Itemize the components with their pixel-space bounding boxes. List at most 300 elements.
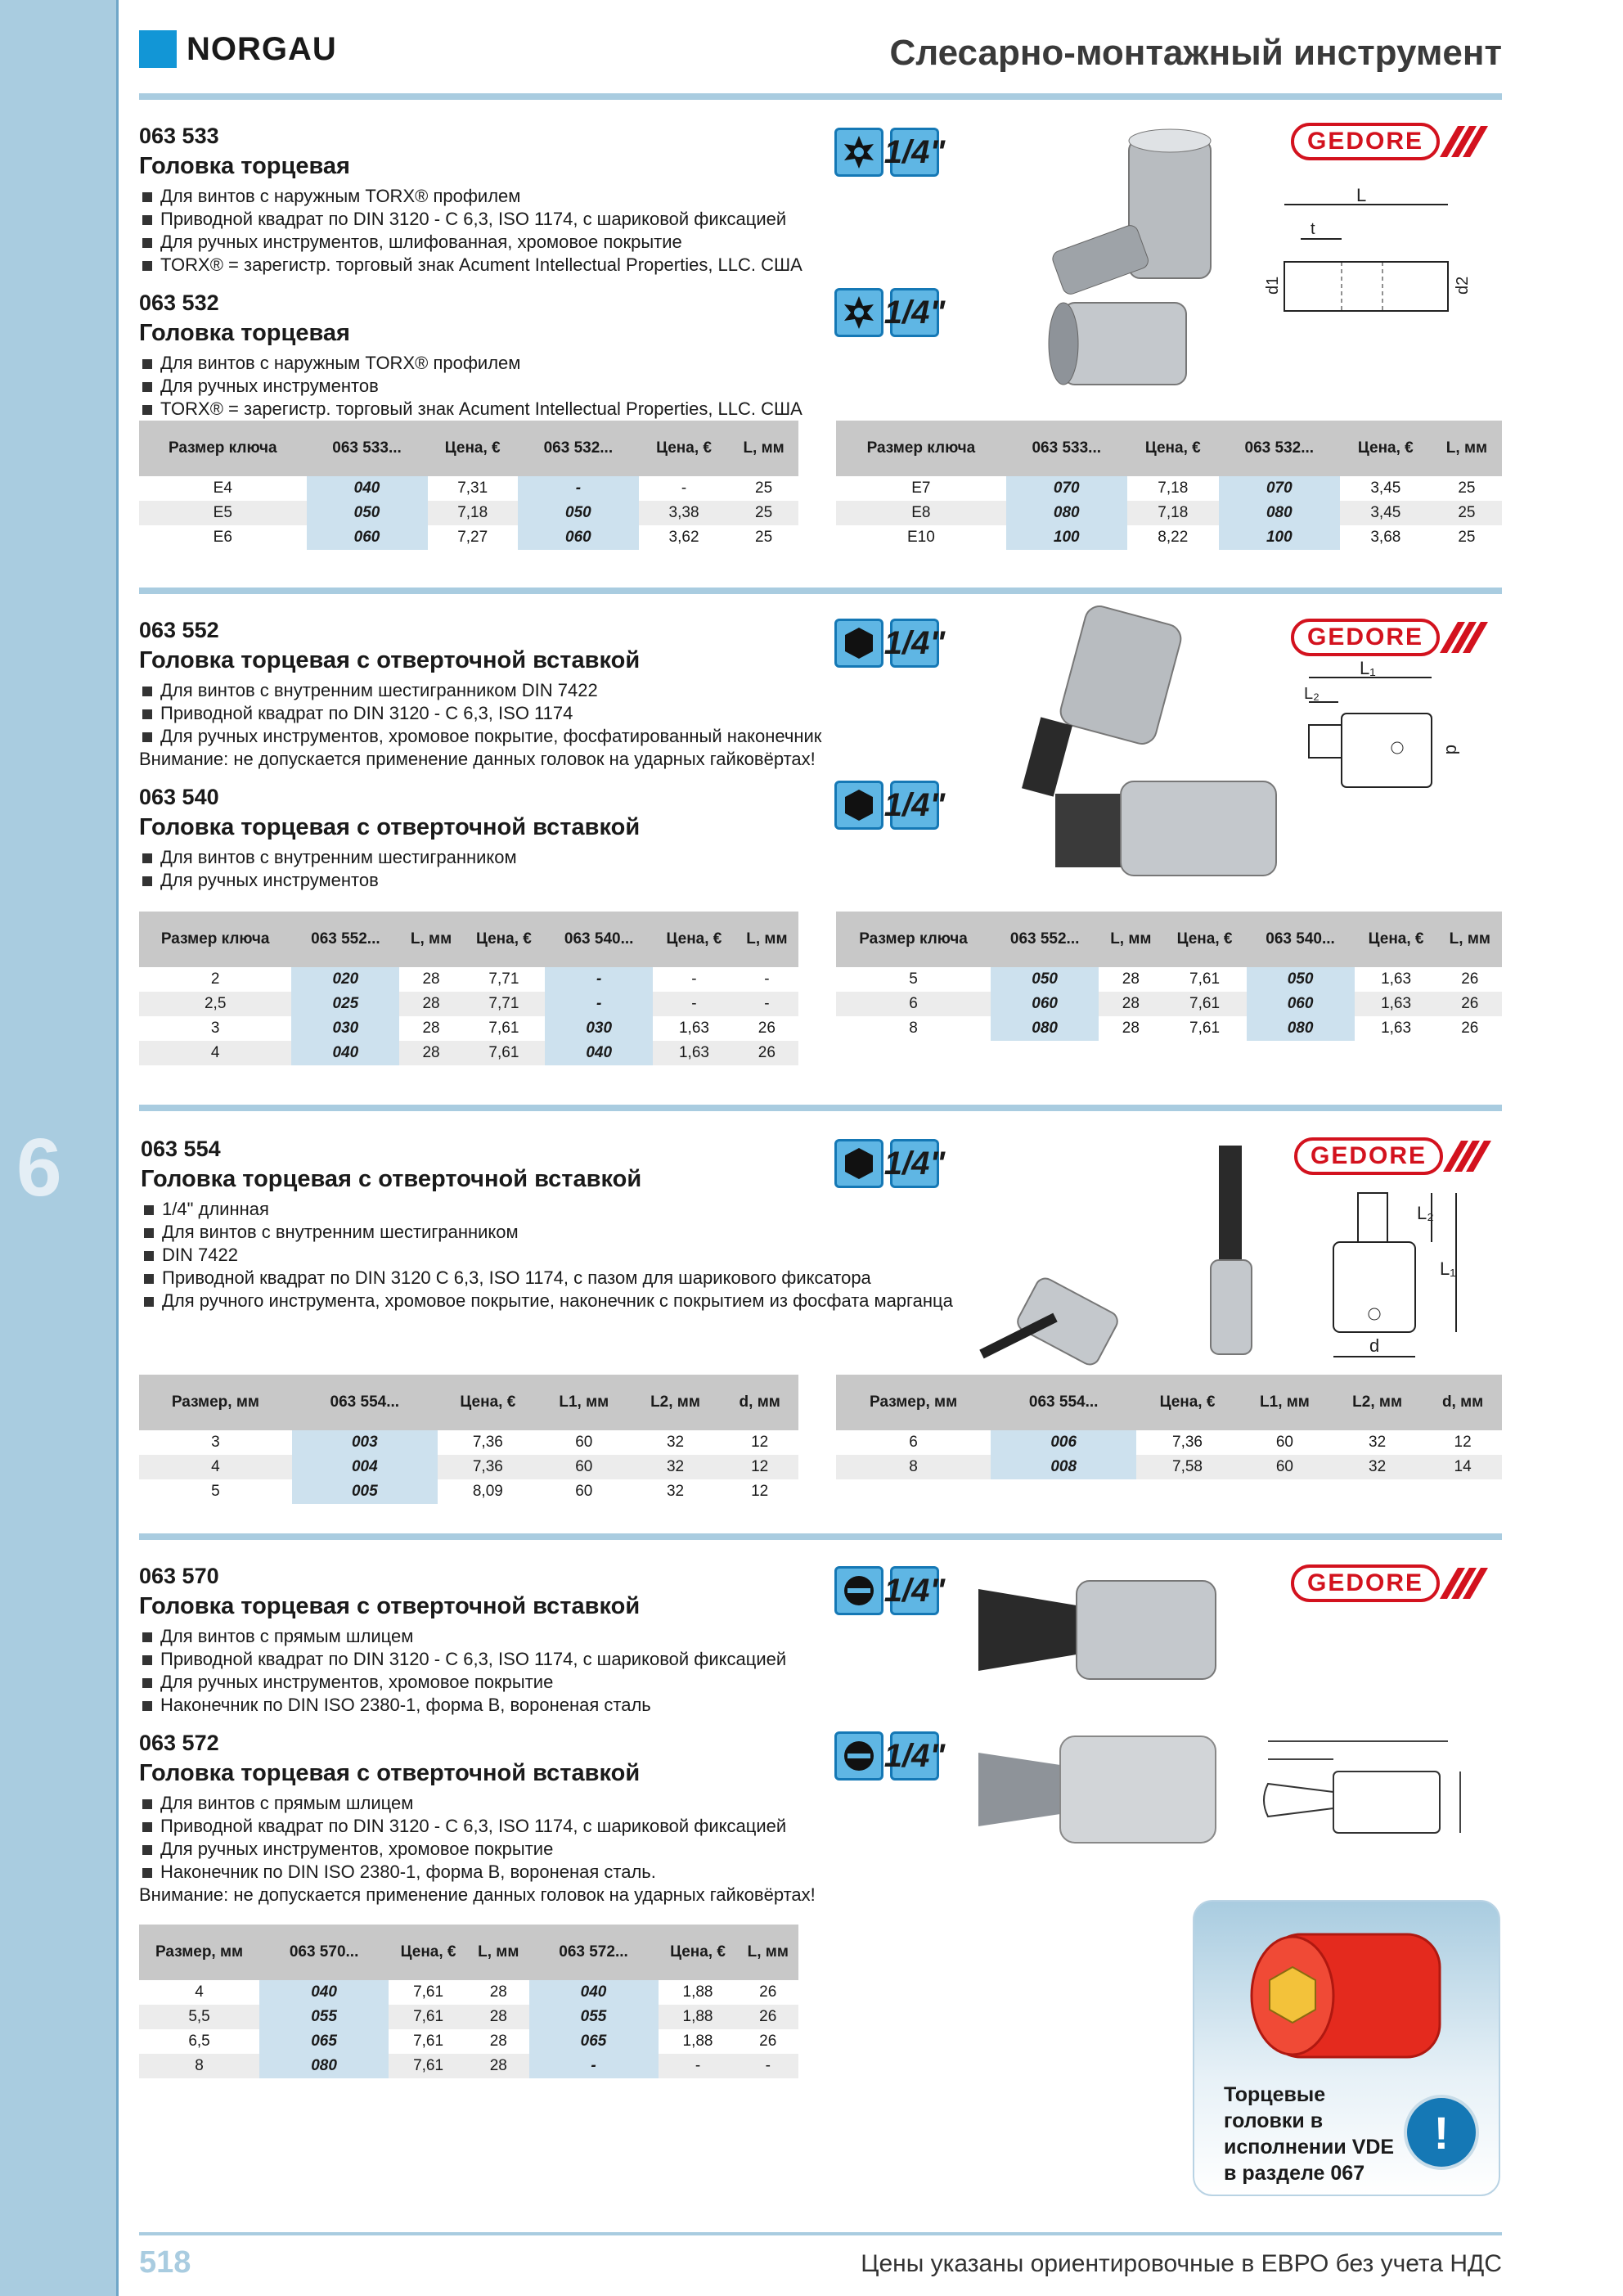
table-cell: E8 (836, 501, 1006, 525)
table-cell: 26 (1438, 992, 1502, 1016)
table-cell: E10 (906, 529, 935, 546)
article-name: Головка торцевая с отверточной вставкой (139, 814, 641, 840)
article-suffix-cell: 060 (991, 992, 1099, 1016)
torx-icon (834, 128, 883, 177)
price-table (139, 421, 798, 550)
table-cell: 7,61 (389, 2054, 468, 2078)
drive-size-icon: 1/4" (890, 619, 939, 668)
table-cell: 6 (909, 1434, 918, 1451)
gedore-stripes-icon (1445, 1568, 1479, 1599)
article-suffix-cell: 006 (991, 1430, 1136, 1455)
table-cell: 28 (1122, 970, 1140, 988)
column-header: 063 554... (292, 1375, 438, 1430)
brand-square-icon (139, 30, 177, 68)
feature-item: Приводной квадрат по DIN 3120 - C 6,3, ISO 1174, с шариковой фиксацией (139, 1648, 1502, 1671)
table-cell: - (681, 479, 687, 497)
table-cell: 7,58 (1136, 1455, 1239, 1479)
article-suffix-cell: 065 (259, 2029, 389, 2054)
feature-list (139, 846, 1502, 892)
price-table (836, 912, 1502, 1041)
feature-item: 1/4" длинная (141, 1198, 1504, 1221)
article-suffix-cell: 030 (291, 1016, 399, 1041)
article-suffix-cell: 070 (1219, 476, 1340, 501)
article-suffix-cell: 040 (307, 476, 428, 501)
feature-list (141, 1198, 1504, 1312)
table-cell: 1,63 (678, 1020, 709, 1037)
column-header: Цена, € (438, 1375, 538, 1430)
table-cell: 7,61 (413, 2033, 444, 2050)
torx-dimension-drawing (1252, 188, 1472, 327)
table-cell: 32 (1331, 1455, 1423, 1479)
article-suffix-cell: 030 (545, 1016, 653, 1041)
table-cell: 7,36 (472, 1434, 503, 1451)
drive-size-icon: 1/4" (890, 128, 939, 177)
table-row (836, 967, 1502, 992)
table-cell: 7,61 (1189, 970, 1221, 988)
column-header: L, мм (1438, 912, 1502, 967)
column-header: d, мм (721, 1375, 798, 1430)
table-cell: E6 (213, 529, 232, 546)
dim-label: t (1311, 220, 1315, 238)
table-cell: 7,61 (1189, 1020, 1221, 1037)
drive-size-icon: 1/4" (890, 781, 939, 830)
table-row (139, 1430, 798, 1455)
feature-item: Приводной квадрат по DIN 3120 C 6,3, ISO 1174, с пазом для шарикового фиксатора (141, 1267, 1504, 1290)
article-suffix-cell: 040 (545, 1041, 653, 1065)
table-cell: 3,38 (639, 501, 729, 525)
column-header: Цена, € (1136, 1375, 1239, 1430)
article-suffix-cell: 003 (292, 1430, 438, 1455)
article-suffix-cell: 065 (529, 2029, 659, 2054)
column-header: Цена, € (1127, 421, 1219, 476)
table-cell: 5 (909, 970, 918, 988)
price-table (836, 421, 1502, 550)
table-cell: E4 (213, 479, 232, 497)
table-cell: 25 (729, 501, 798, 525)
table-cell: 3,45 (1370, 479, 1401, 497)
warning-note: Внимание: не допускается применение данных головок на ударных гайковёртах! (139, 749, 816, 769)
drive-size-icon: 1/4" (890, 288, 939, 337)
column-header: 063 554... (991, 1375, 1136, 1430)
table-row (139, 1016, 798, 1041)
table-row (836, 501, 1502, 525)
article-suffix-cell: 008 (991, 1455, 1136, 1479)
table-row (139, 2005, 798, 2029)
gedore-logo (1291, 123, 1479, 160)
article-suffix-cell: 055 (529, 2005, 659, 2029)
table-cell: 60 (575, 1434, 593, 1451)
vde-socket-image (1235, 1918, 1456, 2073)
table-cell: 3,68 (1370, 529, 1401, 546)
hex-icon (834, 619, 883, 668)
feature-item: Наконечник по DIN ISO 2380-1, форма B, вороненая сталь. (139, 1861, 1502, 1884)
feature-item: Для ручных инструментов, шлифованная, хромовое покрытие (139, 231, 1502, 254)
table-cell: 25 (1432, 501, 1502, 525)
long-hex-socket-image (973, 1137, 1276, 1366)
table-cell: 7,61 (1163, 992, 1247, 1016)
article-suffix-cell: - (529, 2054, 659, 2078)
article-suffix-cell: - (545, 967, 653, 992)
table-cell: 1,88 (682, 2033, 713, 2050)
article-suffix-cell: 040 (291, 1041, 399, 1065)
section-rule (139, 1533, 1502, 1540)
column-header: 063 533... (1006, 421, 1127, 476)
article-name: Головка торцевая (139, 320, 350, 346)
column-header: 063 540... (1247, 912, 1355, 967)
table-cell: 26 (1461, 1020, 1479, 1037)
column-header: 063 532... (1219, 421, 1340, 476)
feature-item: Для винтов с внутренним шестигранником DIN 7422 (139, 679, 1502, 702)
table-cell: 26 (1461, 970, 1479, 988)
feature-list (139, 1625, 1502, 1717)
table-cell: E5 (139, 501, 307, 525)
dim-label: L (1356, 188, 1367, 205)
table-cell: 32 (666, 1483, 685, 1500)
table-row (139, 1455, 798, 1479)
article-suffix-cell: 080 (259, 2054, 389, 2078)
dim-label: L₂ (1417, 1203, 1434, 1223)
table-cell: E7 (911, 479, 931, 497)
article-suffix-cell: 060 (307, 525, 428, 550)
column-header: Цена, € (389, 1925, 468, 1980)
article-suffix-cell: 020 (291, 967, 399, 992)
article-suffix-cell: 050 (307, 501, 428, 525)
vde-crossref-box[interactable] (1193, 1900, 1500, 2196)
dim-label: d2 (1454, 276, 1472, 295)
vde-crossref-text: Торцевые головки в исполнении VDE в разделе 067 (1224, 2083, 1395, 2185)
table-cell: 28 (489, 2033, 507, 2050)
table-cell: 7,18 (428, 501, 518, 525)
dim-label: L₁ (1360, 661, 1376, 678)
table-cell: 7,71 (463, 992, 546, 1016)
gedore-logo (1294, 1137, 1482, 1175)
column-header: Цена, € (1355, 912, 1438, 967)
article-name: Головка торцевая с отверточной вставкой (139, 647, 641, 673)
column-header: Размер, мм (836, 1375, 991, 1430)
article-suffix-cell: - (518, 476, 639, 501)
column-header: 063 532... (518, 421, 639, 476)
drive-size-icon: 1/4" (890, 1139, 939, 1188)
article-code: 063 554 (141, 1137, 221, 1161)
article-name: Головка торцевая (139, 153, 350, 179)
column-header: Цена, € (659, 1925, 738, 1980)
dim-label: d1 (1264, 276, 1282, 295)
torx-icon (834, 288, 883, 337)
hex-bit-socket-image (982, 606, 1293, 884)
table-cell: 28 (468, 2005, 528, 2029)
article-suffix-cell: - (545, 992, 653, 1016)
table-cell: 7,31 (457, 479, 488, 497)
badge-group (834, 128, 946, 177)
table-cell: 12 (751, 1434, 769, 1451)
table-cell: 3,45 (1340, 501, 1432, 525)
article-suffix-cell: 080 (1006, 501, 1127, 525)
chapter-number: 6 (16, 1122, 62, 1213)
hex-icon (834, 781, 883, 830)
slotted-icon (834, 1566, 883, 1615)
gedore-logo (1291, 1564, 1479, 1602)
column-header: L1, мм (1239, 1375, 1331, 1430)
table-cell: 25 (755, 529, 773, 546)
column-header: Цена, € (1163, 912, 1247, 967)
hex-bit-dimension-drawing (1268, 661, 1472, 792)
table-cell: 26 (735, 1041, 798, 1065)
price-table (836, 1375, 1502, 1479)
table-cell: 28 (399, 1041, 462, 1065)
table-cell: 28 (489, 1983, 507, 2001)
column-header: L1, мм (538, 1375, 630, 1430)
badge-group (834, 1566, 946, 1615)
table-row (836, 992, 1502, 1016)
feature-item: Для ручных инструментов (139, 375, 1502, 398)
feature-item: Для винтов с наружным TORX® профилем (139, 352, 1502, 375)
article-suffix-cell: 025 (291, 992, 399, 1016)
table-cell: 1,63 (1381, 970, 1412, 988)
article-suffix-cell: 005 (292, 1479, 438, 1504)
badge-group (834, 1139, 946, 1188)
slotted-socket-image (970, 1573, 1224, 1687)
article-suffix-cell: 050 (991, 967, 1099, 992)
column-header: L, мм (737, 1925, 798, 1980)
feature-item: Для ручных инструментов, хромовое покрытие, фосфатированный наконечник (139, 725, 1502, 748)
article-suffix-cell: 080 (1219, 501, 1340, 525)
table-cell: 26 (759, 2033, 777, 2050)
table-row (139, 2054, 798, 2078)
table-cell: 7,18 (1158, 479, 1189, 497)
feature-item: Для ручных инструментов (139, 869, 1502, 892)
table-cell: 25 (755, 479, 773, 497)
table-row (139, 525, 798, 550)
slotted-socket-image (970, 1728, 1224, 1851)
article-name: Головка торцевая с отверточной вставкой (139, 1760, 641, 1786)
column-header: d, мм (1423, 1375, 1502, 1430)
table-cell: 12 (721, 1455, 798, 1479)
feature-item: Приводной квадрат по DIN 3120 - C 6,3, ISO 1174 (139, 702, 1502, 725)
table-cell: 7,36 (1172, 1434, 1203, 1451)
article-suffix-cell: 004 (292, 1455, 438, 1479)
table-cell: 12 (1454, 1434, 1472, 1451)
table-cell: 28 (1099, 992, 1162, 1016)
column-header: Цена, € (463, 912, 546, 967)
gedore-wordmark: GEDORE (1294, 1137, 1443, 1175)
page-title: Слесарно-монтажный инструмент (889, 33, 1502, 73)
gedore-wordmark: GEDORE (1291, 619, 1440, 656)
table-cell: - (659, 2054, 738, 2078)
article-suffix-cell: 050 (518, 501, 639, 525)
feature-list (139, 352, 1502, 421)
header-rule (139, 93, 1502, 100)
feature-item: DIN 7422 (141, 1244, 1504, 1267)
table-row (836, 1430, 1502, 1455)
warning-note: Внимание: не допускается применение данных головок на ударных гайковёртах! (139, 1884, 816, 1905)
article-suffix-cell: 050 (1247, 967, 1355, 992)
column-header: Цена, € (428, 421, 518, 476)
article-code: 063 540 (139, 785, 219, 809)
table-cell: 25 (1458, 529, 1476, 546)
table-cell: 32 (630, 1455, 722, 1479)
column-header: Размер ключа (139, 421, 307, 476)
gedore-logo (1291, 619, 1479, 656)
table-cell: 7,61 (389, 2005, 468, 2029)
feature-item: Для ручного инструмента, хромовое покрытие, наконечник с покрытием из фосфата марганца (141, 1290, 1504, 1312)
table-cell: 6 (836, 992, 991, 1016)
hex-icon (834, 1139, 883, 1188)
table-cell: 14 (1423, 1455, 1502, 1479)
article-suffix-cell: 040 (259, 1980, 389, 2005)
table-cell: 7,36 (438, 1455, 538, 1479)
slotted-icon (834, 1731, 883, 1781)
price-table (139, 912, 798, 1065)
table-row (836, 1455, 1502, 1479)
table-row (139, 992, 798, 1016)
badge-group (834, 619, 946, 668)
article-suffix-cell: 070 (1006, 476, 1127, 501)
gedore-wordmark: GEDORE (1291, 123, 1440, 160)
column-header: L2, мм (630, 1375, 722, 1430)
price-table (139, 1925, 798, 2078)
dim-label: d (1369, 1335, 1380, 1356)
feature-item: Приводной квадрат по DIN 3120 - C 6,3, ISO 1174, с шариковой фиксацией (139, 1815, 1502, 1838)
article-code: 063 552 (139, 618, 219, 642)
drive-size-icon: 1/4" (890, 1566, 939, 1615)
feature-item: Для ручных инструментов, хромовое покрытие (139, 1671, 1502, 1694)
table-cell: 8,22 (1158, 529, 1189, 546)
table-cell: 5,5 (139, 2005, 259, 2029)
table-cell: 7,18 (1127, 501, 1219, 525)
article-code: 063 572 (139, 1731, 219, 1755)
brand-name: NORGAU (187, 30, 337, 67)
article-suffix-cell: 060 (518, 525, 639, 550)
column-header: L, мм (1099, 912, 1162, 967)
table-row (139, 967, 798, 992)
slotted-dimension-drawing (1252, 1727, 1472, 1849)
footer-rule (139, 2232, 1502, 2235)
article-code: 063 533 (139, 124, 219, 148)
section-rule (139, 588, 1502, 594)
column-header: 063 533... (307, 421, 428, 476)
column-header: 063 572... (529, 1925, 659, 1980)
table-cell: 7,61 (488, 1020, 519, 1037)
table-cell: 4 (195, 1983, 204, 2001)
column-header: Цена, € (639, 421, 729, 476)
page-number: 518 (139, 2245, 191, 2280)
table-cell: - (735, 992, 798, 1016)
table-cell: 3 (211, 1434, 220, 1451)
article-suffix-cell: 055 (259, 2005, 389, 2029)
table-cell: 25 (1458, 479, 1476, 497)
table-cell: 28 (422, 970, 440, 988)
table-cell: 28 (1122, 1020, 1140, 1037)
table-cell: 6,5 (188, 2033, 210, 2050)
table-cell: 8 (139, 2054, 259, 2078)
column-header: Размер ключа (836, 912, 991, 967)
column-header: L, мм (1432, 421, 1502, 476)
column-header: L, мм (399, 912, 462, 967)
article-suffix-cell: 040 (529, 1980, 659, 2005)
dim-label: L₂ (1304, 685, 1320, 703)
table-cell: 4 (139, 1455, 292, 1479)
table-cell: 3 (210, 1020, 220, 1037)
table-row (836, 525, 1502, 550)
long-hex-dimension-drawing (1309, 1185, 1472, 1373)
sidebar-divider (116, 0, 119, 2296)
table-cell: - (737, 2054, 798, 2078)
table-row (836, 476, 1502, 501)
table-cell: 28 (422, 1020, 440, 1037)
column-header: 063 552... (991, 912, 1099, 967)
table-cell: - (764, 970, 770, 988)
table-row (139, 501, 798, 525)
table-cell: 8,09 (472, 1483, 503, 1500)
feature-item: TORX® = зарегистр. торговый знак Acument Intellectual Properties, LLC. США (139, 254, 1502, 277)
table-cell: 1,63 (1381, 1020, 1412, 1037)
table-cell: 26 (737, 2005, 798, 2029)
feature-item: Для ручных инструментов, хромовое покрытие (139, 1838, 1502, 1861)
column-header: Размер ключа (139, 912, 291, 967)
table-cell: 5 (211, 1483, 220, 1500)
feature-item: Наконечник по DIN ISO 2380-1, форма B, вороненая сталь (139, 1694, 1502, 1717)
article-suffix-cell: 100 (1219, 525, 1340, 550)
section-rule (139, 1105, 1502, 1111)
table-cell: 8 (909, 1020, 918, 1037)
column-header: L, мм (468, 1925, 528, 1980)
dim-label: d (1442, 745, 1463, 755)
article-code: 063 570 (139, 1564, 219, 1588)
article-suffix-cell: 080 (1247, 1016, 1355, 1041)
table-cell: 12 (751, 1483, 769, 1500)
table-row (139, 1980, 798, 2005)
feature-item: TORX® = зарегистр. торговый знак Acument Intellectual Properties, LLC. США (139, 398, 1502, 421)
column-header: Цена, € (653, 912, 735, 967)
table-cell: - (653, 992, 735, 1016)
feature-item: Для винтов с прямым шлицем (139, 1625, 1502, 1648)
table-cell: 32 (1369, 1434, 1387, 1451)
gedore-stripes-icon (1448, 1141, 1482, 1172)
badge-group (834, 1731, 946, 1781)
article-name: Головка торцевая с отверточной вставкой (141, 1166, 642, 1192)
column-header: 063 540... (545, 912, 653, 967)
table-row (139, 1041, 798, 1065)
badge-group (834, 288, 946, 337)
table-cell: 1,63 (1355, 992, 1438, 1016)
article-suffix-cell: 100 (1006, 525, 1127, 550)
price-note: Цены указаны ориентировочные в ЕВРО без учета НДС (861, 2250, 1502, 2277)
table-cell: 3,62 (668, 529, 699, 546)
article-code: 063 532 (139, 290, 219, 315)
column-header: L2, мм (1331, 1375, 1423, 1430)
table-cell: 7,61 (463, 1041, 546, 1065)
table-cell: 2 (210, 970, 220, 988)
table-cell: 7,61 (413, 1983, 444, 2001)
gedore-stripes-icon (1445, 622, 1479, 653)
table-cell: 7,71 (488, 970, 519, 988)
column-header: Цена, € (1340, 421, 1432, 476)
brand-logo (139, 29, 337, 69)
table-row (139, 2029, 798, 2054)
table-cell: 28 (468, 2054, 528, 2078)
table-cell: 26 (758, 1020, 776, 1037)
table-cell: 26 (759, 1983, 777, 2001)
table-cell: 7,27 (457, 529, 488, 546)
info-exclamation-icon: ! (1404, 2095, 1479, 2170)
table-cell: 1,88 (682, 1983, 713, 2001)
table-cell: - (691, 970, 697, 988)
table-cell: 4 (139, 1041, 291, 1065)
table-cell: 60 (538, 1455, 630, 1479)
table-cell: 32 (666, 1434, 685, 1451)
column-header: L, мм (729, 421, 798, 476)
gedore-stripes-icon (1445, 126, 1479, 157)
